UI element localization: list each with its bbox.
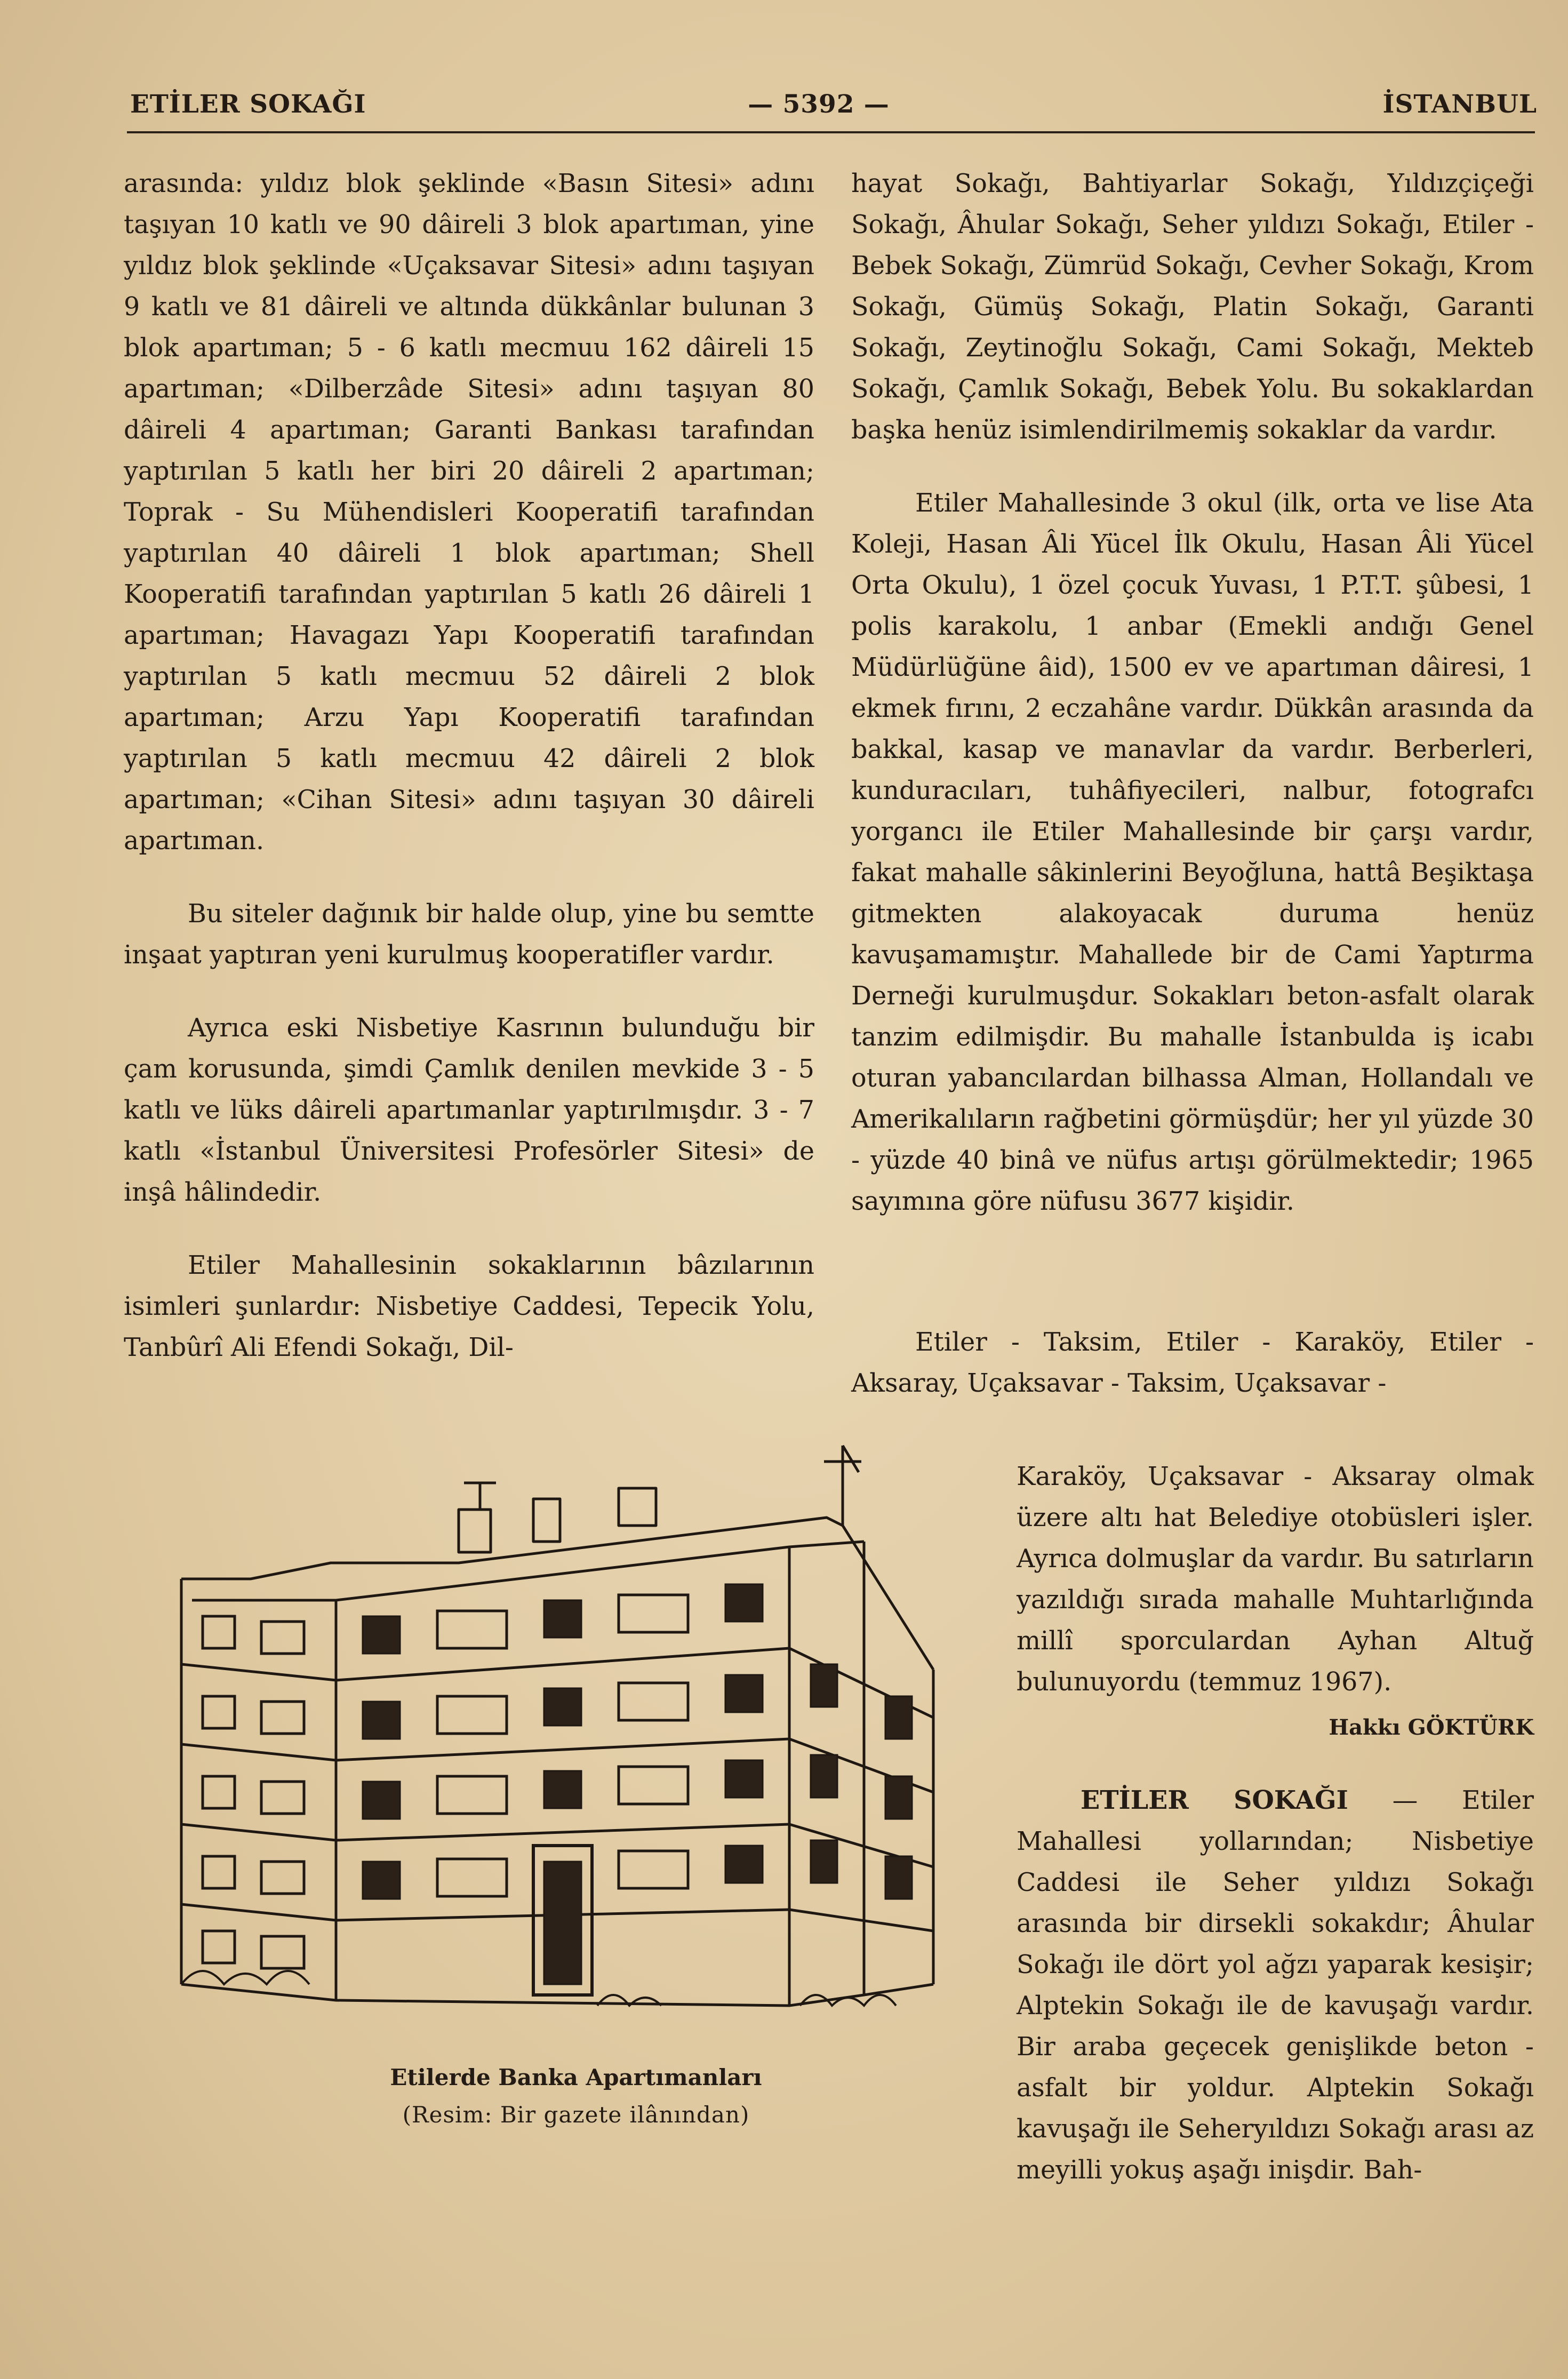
running-header-right: İSTANBUL	[1382, 90, 1537, 119]
paragraph: Ayrıca eski Nisbetiye Kasrının bulunduğu bir çam korusunda, şimdi Çamlık denilen mevkide 3 - 5 katlı ve lüks dâireli apartımanlar yaptırılmışdır. 3 - 7 katlı «İstanbul Üniversitesi Profesörler Sitesi» de inşâ hâlindedir.	[124, 1013, 814, 1207]
figure-caption-title: Etilerde Banka Apartımanları	[390, 2064, 762, 2090]
running-header-left: ETİLER SOKAĞI	[130, 90, 366, 119]
paragraph: Bu siteler dağınık bir halde olup, yine bu semtte inşaat yaptıran yeni kurulmuş kooperatifler vardır.	[124, 899, 814, 970]
paragraph: Etiler Mahallesinin sokaklarının bâzılarının isimleri şunlardır: Nisbetiye Caddesi, Tepecik Yolu, Tanbûrî Ali Efendi Sokağı, Dil-	[124, 1251, 814, 1362]
page-number: — 5392 —	[748, 90, 890, 119]
left-column	[124, 163, 814, 1368]
entry-paragraph	[1017, 1780, 1534, 2191]
paragraph: arasında: yıldız blok şeklinde «Basın Sitesi» adını taşıyan 10 katlı ve 90 dâireli 3 blok apartıman, yine yıldız blok şeklinde «Uçaksavar Sitesi» adını taşıyan 9 katlı ve 81 dâireli ve altında dükkânlar bulunan 3 blok apartıman; 5 - 6 katlı mecmuu 162 dâireli 15 apartıman; «Dilberzâde Sitesi» adını taşıyan 80 dâireli 4 apartıman; Garanti Bankası tarafından yaptırılan 5 katlı her biri 20 dâireli 2 apartıman; Toprak - Su Mühendisleri Kooperatifi tarafından yaptırılan 40 dâireli 1 blok apartıman; Shell Kooperatifi tarafından yaptırılan 5 katlı 26 dâireli 1 apartıman; Havagazı Yapı Kooperatifi tarafından yaptırılan 5 katlı mecmuu 52 dâireli 2 blok apartıman; Arzu Yapı Kooperatifi tarafından yaptırılan 5 katlı mecmuu 42 dâireli 2 blok apartıman; «Cihan Sitesi» adını taşıyan 30 dâireli apartıman.	[124, 169, 814, 856]
right-column	[851, 163, 1534, 1222]
entry-heading: ETİLER SOKAĞI	[1081, 1785, 1348, 1815]
paragraph: Etiler - Taksim, Etiler - Karaköy, Etiler - Aksaray, Uçaksavar - Taksim, Uçaksavar -	[851, 1328, 1534, 1398]
paragraph: hayat Sokağı, Bahtiyarlar Sokağı, Yıldızçiçeği Sokağı, Âhular Sokağı, Seher yıldızı Sokağı, Etiler - Bebek Sokağı, Zümrüd Sokağı, Cevher Sokağı, Krom Sokağı, Gümüş Sokağı, Platin Sokağı, Garanti Sokağı, Zeytinoğlu Sokağı, Cami Sokağı, Mekteb Sokağı, Çamlık Sokağı, Bebek Yolu. Bu sokaklardan başka henüz isimlendirilmemiş sokaklar da vardır.	[851, 169, 1534, 445]
author-signature: Hakkı GÖKTÜRK	[1329, 1715, 1534, 1740]
entry-text: — Etiler Mahallesi yollarından; Nisbetiye Caddesi ile Seher yıldızı Sokağı arasında bir dirsekli sokakdır; Âhular Sokağı ile dört yol ağzı yaparak kesişir; Alptekin Sokağı ile de kavuşağı vardır. Bir araba geçecek genişlikde beton - asfalt bir yoldur. Alptekin Sokağı kavuşağı ile Seheryıldızı Sokağı arası az meyilli yokuş aşağı inişdir. Bah-	[1017, 1786, 1534, 2185]
right-column-narrow	[1017, 1456, 1534, 2191]
bus-paragraph-start	[851, 1322, 1534, 1404]
header-rule	[127, 131, 1535, 133]
paragraph: Etiler Mahallesinde 3 okul (ilk, orta ve lise Ata Koleji, Hasan Âli Yücel İlk Okulu, Hasan Âli Yücel Orta Okulu), 1 özel çocuk Yuvası, 1 P.T.T. şûbesi, 1 polis karakolu, 1 anbar (Emekli andığı Genel Müdürlüğüne âid), 1500 ev ve apartıman dâiresi, 1 ekmek fırını, 2 eczahâne vardır. Dükkân arasında da bakkal, kasap ve manavlar da vardır. Berberleri, kunduracıları, tuhâfiyecileri, nalbur, fotografcı yorgancı ile Etiler Mahallesinde bir çarşı vardır, fakat mahalle sâkinlerini Beyoğluna, hattâ Beşiktaşa gitmekten alakoyacak duruma henüz kavuşamamıştır. Mahallede bir de Cami Yaptırma Derneği kurulmuşdur. Sokakları beton-asfalt olarak tanzim edilmişdir. Bu mahalle İstanbulda iş icabı oturan yabancılardan bilhassa Alman, Hollandalı ve Amerikalıların rağbetini görmüşdür; her yıl yüzde 30 - yüzde 40 binâ ve nüfus artışı görülmektedir; 1965 sayımına göre nüfusu 3677 kişidir.	[851, 489, 1534, 1216]
paragraph: Karaköy, Uçaksavar - Aksaray olmak üzere altı hat Belediye otobüsleri işler. Ayrıca dolmuşlar da vardır. Bu satırların yazıldığı sırada mahalle Muhtarlığında millî sporculardan Ayhan Altuğ bulunuyordu (temmuz 1967).	[1017, 1462, 1534, 1697]
apartment-building-illustration	[160, 1440, 992, 2048]
figure-caption-source: (Resim: Bir gazete ilânından)	[402, 2102, 750, 2128]
